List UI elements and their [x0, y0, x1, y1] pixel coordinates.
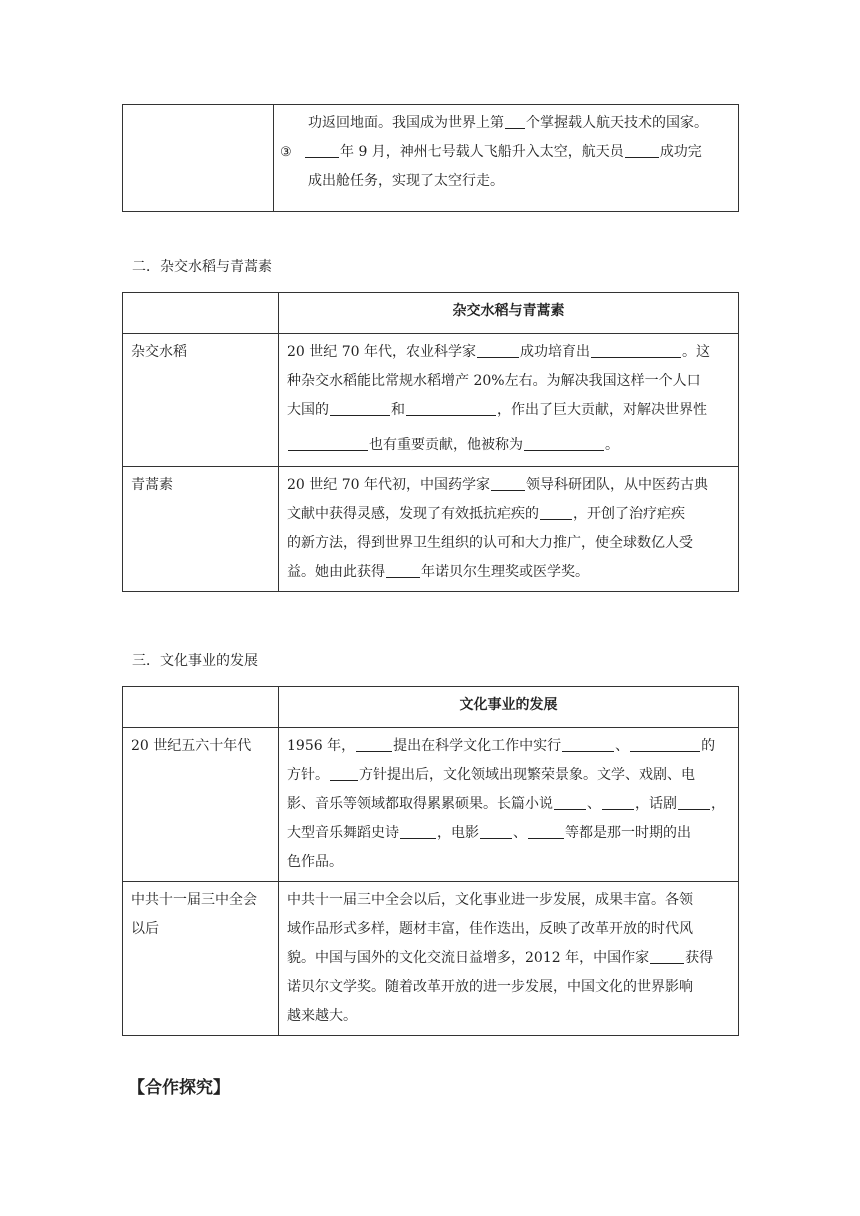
- space-line-2: ③ 年 9 月，神州七号载人飞船升入太空，航天员 成功完: [308, 138, 730, 167]
- section-heading-2: 二．杂交水稻与青蒿素: [132, 259, 272, 275]
- table-header-blank: [123, 687, 279, 728]
- row-content-rice: 20 世纪 70 年代，农业科学家 成功培育出 。这 种杂交水稻能比常规水稻增产 20%左右。为解决我国这样一个人口 大国的 和 ，作出了巨大贡献，对解决世界性 也有重要贡献，他被称为 。: [279, 334, 739, 467]
- cooperative-inquiry-heading: 【合作探究】: [128, 1078, 230, 1098]
- rice-artemisinin-table: [122, 292, 739, 592]
- space-table: [122, 104, 739, 212]
- table-header-blank: [123, 293, 279, 334]
- space-line-3: 成出舱任务，实现了太空行走。: [308, 173, 504, 189]
- culture-table: [122, 686, 739, 1036]
- space-line-1: 功返回地面。我国成为世界上第 个掌握载人航天技术的国家。: [308, 115, 708, 131]
- row-label-after-third-plenum: 中共十一届三中全会以后: [123, 882, 279, 1036]
- section-heading-3: 三．文化事业的发展: [132, 653, 258, 669]
- circled-number-3: ③: [280, 145, 292, 160]
- row-label-rice: 杂交水稻: [123, 334, 279, 467]
- row-content-artemisinin: 20 世纪 70 年代初，中国药学家 领导科研团队，从中医药古典 文献中获得灵感，发现了有效抵抗疟疾的 ，开创了治疗疟疾 的新方法，得到世界卫生组织的认可和大力推广，使全球数亿人受 益。她由此获得 年诺贝尔生理奖或医学奖。: [279, 467, 739, 592]
- space-content-cell: [274, 105, 739, 212]
- row-label-artemisinin: 青蒿素: [123, 467, 279, 592]
- table-title: 杂交水稻与青蒿素: [279, 293, 739, 334]
- table-title: 文化事业的发展: [279, 687, 739, 728]
- row-content-after-third-plenum: 中共十一届三中全会以后，文化事业进一步发展，成果丰富。各领 域作品形式多样，题材丰富，佳作迭出，反映了改革开放的时代风 貌。中国与国外的文化交流日益增多，2012 年，中国作家 获得 诺贝尔文学奖。随着改革开放的进一步发展，中国文化的世界影响 越来越大。: [279, 882, 739, 1036]
- space-label-cell: [123, 105, 274, 212]
- row-content-fifties-sixties: 1956 年， 提出在科学文化工作中实行 、 的 方针。 方针提出后，文化领域出现繁荣景象。文学、戏剧、电 影、音乐等领域都取得累累硕果。长篇小说 、 ，话剧 ， 大型音乐舞蹈史诗 ，电影 、 等都是那一时期的出 色作品。: [279, 728, 739, 882]
- row-label-fifties-sixties: 20 世纪五六十年代: [123, 728, 279, 882]
